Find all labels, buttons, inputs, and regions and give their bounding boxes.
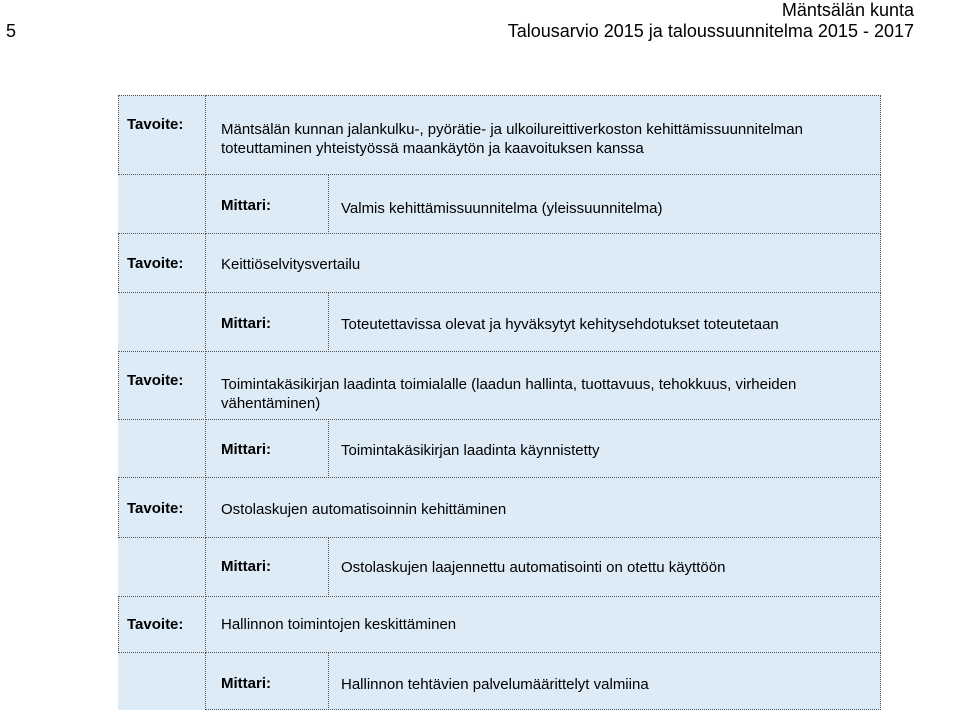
measure-label-cell [205,292,329,352]
measure-text-cell [328,537,881,597]
measure-text: Hallinnon tehtävien palvelumäärittelyt valmiina [341,676,649,693]
goal-label: Tavoite: [127,500,184,517]
municipality-name: Mäntsälän kunta [781,0,914,20]
measure-text-cell [328,292,881,352]
measure-label-cell [205,419,329,478]
goal-label: Tavoite: [127,116,184,133]
measure-text-cell [328,174,881,234]
goal-text-cell [205,596,881,653]
measure-label: Mittari: [221,558,271,575]
goal-text-cell [205,477,881,538]
page-number: 5 [6,21,17,41]
goal-text-line: vähentäminen) [221,395,321,412]
measure-label-cell [205,652,329,710]
goal-text-line: Hallinnon toimintojen keskittäminen [221,616,457,633]
goal-label: Tavoite: [127,616,184,633]
goal-label-cell [118,351,206,420]
document-title: Talousarvio 2015 ja taloussuunnitelma 2015 - 2017 [507,21,914,41]
measure-text: Toteutettavissa olevat ja hyväksytyt kehitysehdotukset toteutetaan [341,316,779,333]
measure-text-cell [328,652,881,710]
goal-label-cell [118,95,206,175]
measure-text-cell [328,419,881,478]
goal-label-cell [118,477,206,538]
goal-text-line: Toimintakäsikirjan laadinta toimialalle (laadun hallinta, tuottavuus, tehokkuus, virheiden [221,376,797,393]
measure-label-cell [205,174,329,234]
measure-label: Mittari: [221,441,271,458]
goals-table [118,95,881,710]
goal-text-line: Ostolaskujen automatisoinnin kehittäminen [221,501,507,518]
goal-label: Tavoite: [127,255,184,272]
goal-text-cell [205,351,881,420]
measure-label: Mittari: [221,315,271,332]
goal-text-line: toteuttaminen yhteistyössä maankäytön ja kaavoituksen kanssa [221,140,644,157]
goal-text-line: Keittiöselvitysvertailu [221,256,361,273]
measure-text: Toimintakäsikirjan laadinta käynnistetty [341,442,600,459]
goal-text-cell [205,95,881,175]
goal-text-cell [205,233,881,293]
measure-label: Mittari: [221,197,271,214]
goal-label-cell [118,233,206,293]
measure-text: Valmis kehittämissuunnitelma (yleissuunnitelma) [341,200,663,217]
goal-text-line: Mäntsälän kunnan jalankulku-, pyörätie- ja ulkoilureittiverkoston kehittämissuunnitelman [221,121,803,138]
measure-label: Mittari: [221,675,271,692]
measure-label-cell [205,537,329,597]
goal-label-cell [118,596,206,653]
measure-text: Ostolaskujen laajennettu automatisointi on otettu käyttöön [341,559,726,576]
goal-label: Tavoite: [127,372,184,389]
